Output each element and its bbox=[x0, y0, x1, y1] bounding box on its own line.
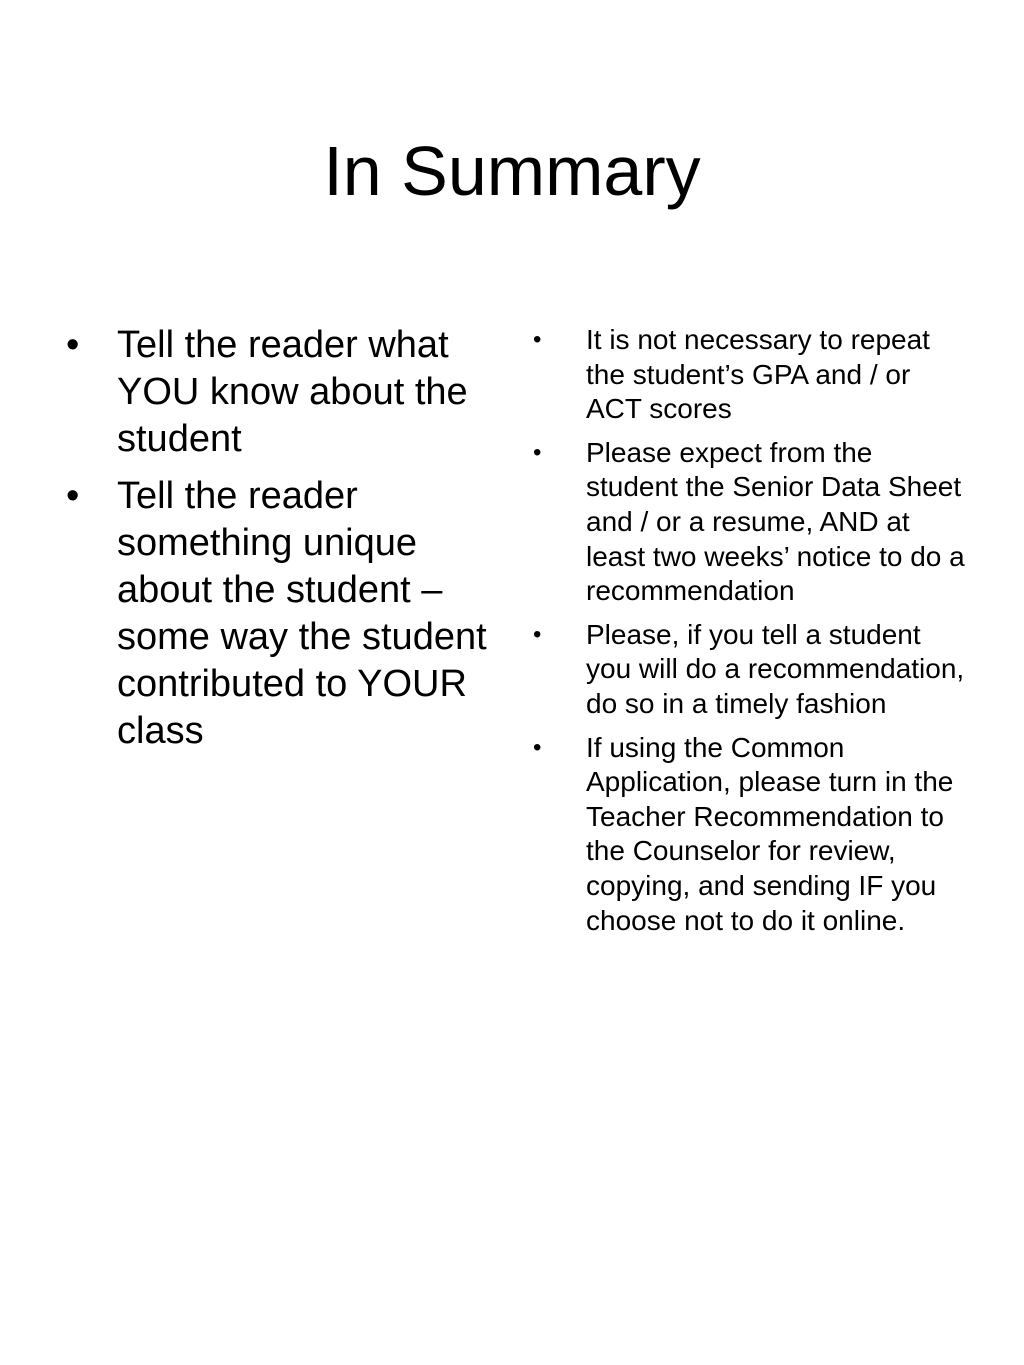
bullet-text: If using the Common Application, please turn in the Teacher Recommendation to the Counselor for review, copying, and sending IF you choose not to do it online. bbox=[586, 731, 954, 936]
list-item bbox=[60, 473, 500, 755]
bullet-icon: • bbox=[533, 438, 542, 466]
slide-title: In Summary bbox=[323, 132, 701, 210]
list-item bbox=[530, 731, 970, 939]
bullet-text: Please, if you tell a student you will do a recommendation, do so in a timely fashion bbox=[586, 618, 965, 719]
bullet-icon: • bbox=[533, 326, 542, 353]
list-item bbox=[530, 323, 970, 427]
left-bullet-list bbox=[60, 322, 500, 765]
list-item bbox=[60, 322, 500, 463]
bullet-icon: • bbox=[533, 733, 542, 761]
bullet-text: Please expect from the student the Senior Data Sheet and / or a resume, AND at least two weeks’ notice to do a recommendation bbox=[586, 436, 965, 607]
bullet-text: Tell the reader something unique about the student – some way the student contributed to YOUR class bbox=[117, 475, 487, 752]
right-bullet-list bbox=[530, 323, 970, 947]
list-item bbox=[530, 618, 970, 722]
list-item bbox=[530, 436, 970, 609]
bullet-text: It is not necessary to repeat the student’s GPA and / or ACT scores bbox=[586, 324, 930, 425]
bullet-text: Tell the reader what YOU know about the student bbox=[117, 324, 468, 460]
bullet-icon: • bbox=[533, 620, 542, 648]
bullet-icon: • bbox=[66, 475, 80, 517]
bullet-icon: • bbox=[66, 324, 80, 366]
